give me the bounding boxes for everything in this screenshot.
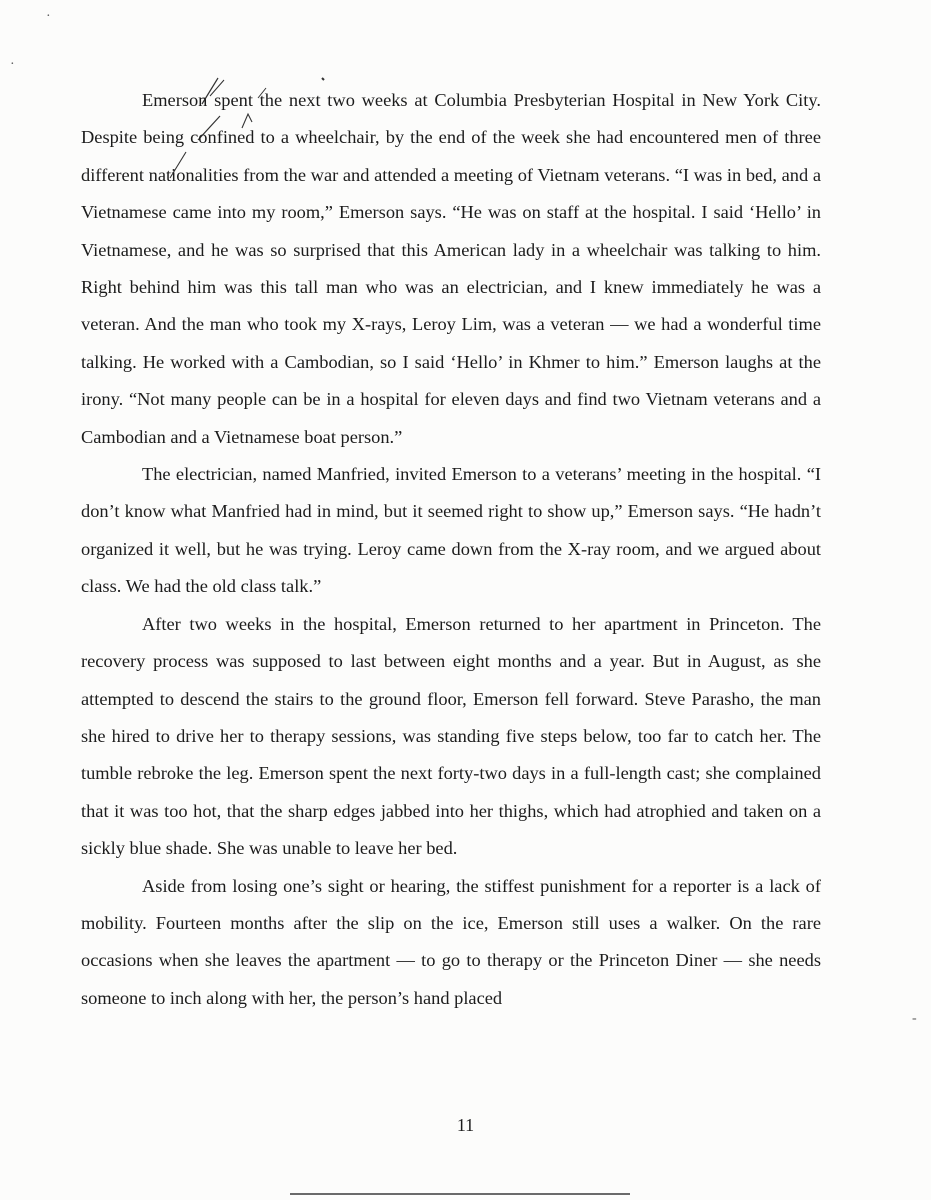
footer-rule xyxy=(290,1193,630,1195)
paragraph: The electrician, named Manfried, invited Emerson to a veterans’ meeting in the hospital. “I don’t know what Manfried had in mind, but it seemed right to show up,” Emerson says. “He hadn’t organized it well, but he was trying. Leroy came down from the X-ray room, and we argued about class. We had the old class talk.” xyxy=(81,464,821,597)
scan-speck: - xyxy=(912,1011,917,1026)
paragraph: Emerson spent the next two weeks at Columbia Presbyterian Hospital in New York City. Despite being confined to a wheelchair, by the end of the week she had encountered men of three different nationalities from the war and attended a meeting of Vietnam veterans. “I was in bed, and a Vietnamese came into my room,” Emerson says. “He was on staff at the hospital. I said ‘Hello’ in Vietnamese, and he was so surprised that this American lady in a wheelchair was talking to him. Right behind him was this tall man who was an electrician, and I knew immediately he was a veteran. And the man who took my X-rays, Leroy Lim, was a veteran — we had a wonderful time talking. He worked with a Cambodian, so I said ‘Hello’ in Khmer to him.” Emerson laughs at the irony. “Not many people can be in a hospital for eleven days and find two Vietnam veterans and a Cambodian and a Vietnamese boat person.” xyxy=(81,90,821,447)
paragraph: After two weeks in the hospital, Emerson returned to her apartment in Princeton. The recovery process was supposed to last between eight months and a year. But in August, as she attempted to descend the stairs to the ground floor, Emerson fell forward. Steve Parasho, the man she hired to drive her to therapy sessions, was standing five steps below, too far to catch her. The tumble rebroke the leg. Emerson spent the next forty-two days in a full-length cast; she complained that it was too hot, that the sharp edges jabbed into her thighs, which had atrophied and taken on a sickly blue shade. She was unable to leave her bed. xyxy=(81,613,821,859)
scan-speck: · xyxy=(46,9,51,24)
page-number: 11 xyxy=(456,1115,475,1135)
scan-speck: · xyxy=(10,57,15,72)
paragraph: Aside from losing one’s sight or hearing, the stiffest punishment for a reporter is a lack of mobility. Fourteen months after the slip on the ice, Emerson still uses a walker. On the rare occasions when she leaves the apartment — to go to therapy or the Princeton Diner — she needs someone to inch along with her, the person’s hand placed xyxy=(81,875,821,1008)
body-text xyxy=(81,82,821,1017)
